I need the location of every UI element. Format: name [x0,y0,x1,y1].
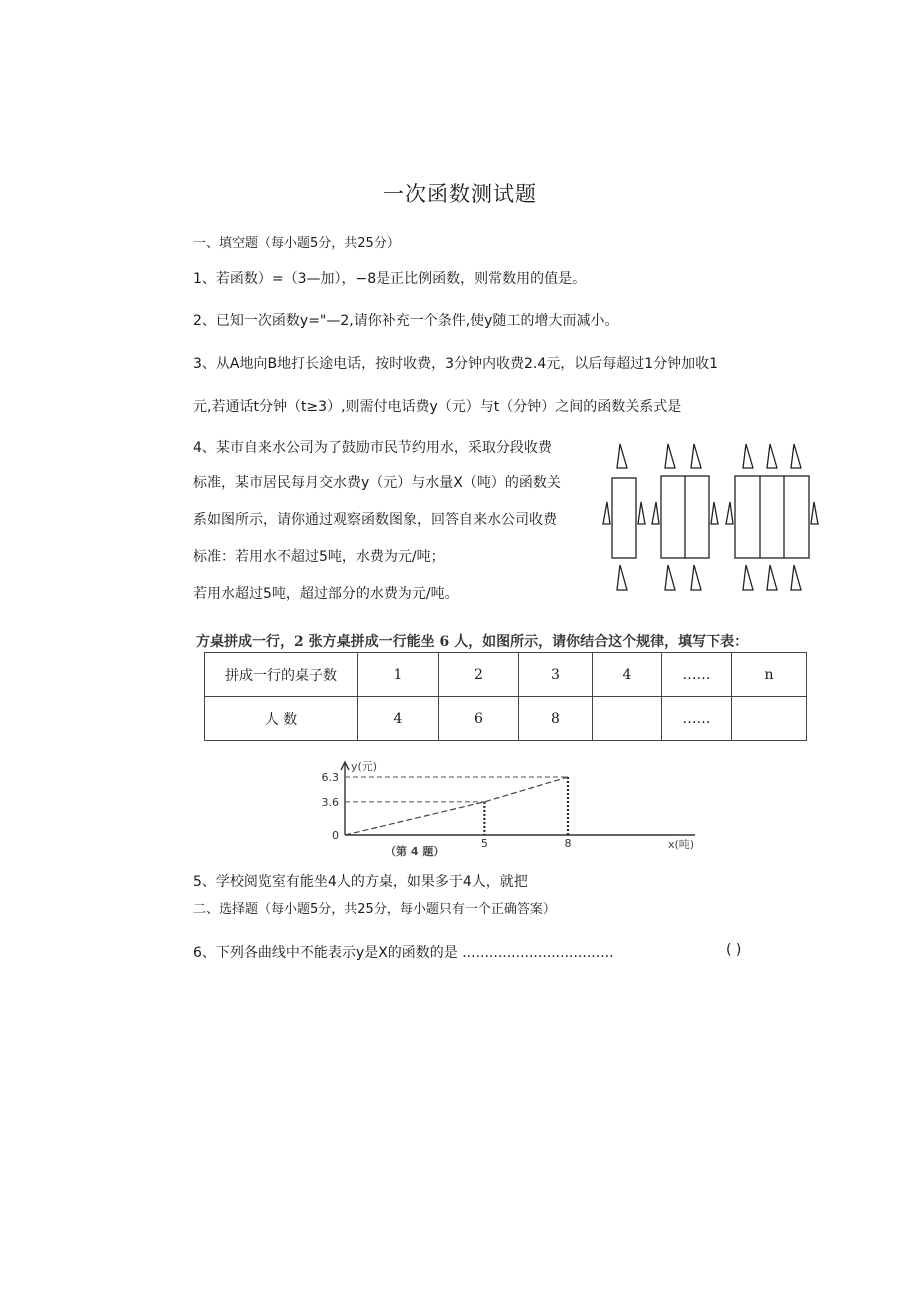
table-cell: 1 [358,653,439,697]
y-axis-label: y(元) [351,760,378,773]
y-tick-label: 3.6 [321,795,339,809]
section-heading-fill-blank: 一、填空题（每小题5分，共25分） [193,236,400,251]
tables-seating-figure [600,440,825,595]
table-cell [593,697,662,741]
table-intro-text: 方桌拼成一行，2 张方桌拼成一行能坐 6 人，如图所示，请你结合这个规律，填写下表： [196,634,749,650]
table-cell: …… [662,653,732,697]
question-4-line-4: 标准：若用水不超过5吨，水费为元/吨； [193,549,445,565]
question-4-line-2: 标准，某市居民每月交水费y（元）与水量X（吨）的函数关 [193,475,561,491]
table-cell: 4 [358,697,439,741]
question-3-line-1: 3、从A地向B地打长途电话，按时收费，3分钟内收费2.4元，以后每超过1分钟加收1 [193,356,719,372]
water-fee-chart [300,758,720,858]
question-4-line-5: 若用水超过5吨，超过部分的水费为元/吨。 [193,586,459,602]
answer-bracket: ( ) [726,942,742,958]
table-cell: 2 [439,653,519,697]
table-row [205,697,807,741]
series-line [345,777,568,835]
table-cell: 8 [519,697,593,741]
question-5: 5、学校阅览室有能坐4人的方桌，如果多于4人，就把 [193,874,528,890]
table-cell: 4 [593,653,662,697]
table-cell: n [732,653,807,697]
x-tick-label: 8 [564,837,572,850]
y-tick-label: 0 [332,829,339,842]
chart-caption: （第 4 题） [385,845,445,858]
table-cell [732,697,807,741]
question-1: 1、若函数）=（3—加），−8是正比例函数，则常数用的值是。 [193,271,587,287]
table-cell: …… [662,697,732,741]
question-4-line-3: 系如图所示，请你通过观察函数图象，回答自来水公司收费 [193,512,557,528]
pattern-table [204,652,807,741]
question-3-line-2: 元,若通话t分钟（t≥3）,则需付电话费y（元）与t（分钟）之间的函数关系式是 [193,399,682,415]
x-tick-label: 5 [480,837,488,850]
table-row [205,653,807,697]
question-2: 2、已知一次函数y="—2,请你补充一个条件,使y随工的增大而减小。 [193,313,619,329]
table-cell: 拼成一行的桌子数 [205,653,358,697]
table-cell: 6 [439,697,519,741]
table-cell: 3 [519,653,593,697]
page-title: 一次函数测试题 [383,182,537,206]
table-cell: 人 数 [205,697,358,741]
y-tick-label: 6.3 [321,771,339,784]
x-axis-label: x(吨) [668,838,695,851]
question-6: 6、下列各曲线中不能表示y是X的函数的是 .................................. [193,945,614,961]
question-4-line-1: 4、某市自来水公司为了鼓励市民节约用水，采取分段收费 [193,440,552,456]
section-heading-choice: 二、选择题（每小题5分，共25分，每小题只有一个正确答案） [193,902,556,917]
